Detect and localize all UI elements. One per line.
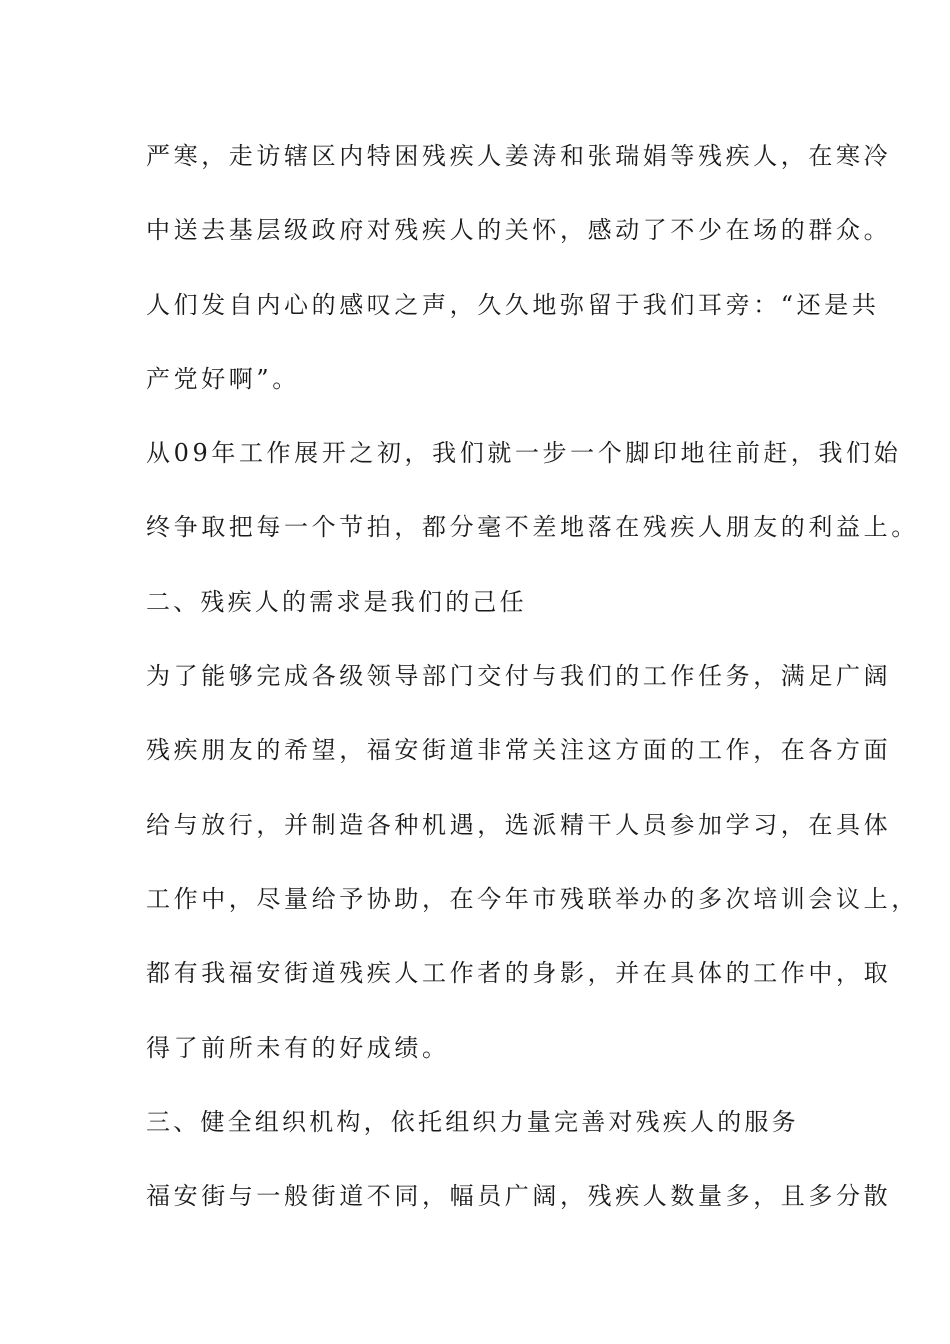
paragraph-line: 人们发自内心的感叹之声，久久地弥留于我们耳旁：“还是共	[146, 290, 880, 319]
paragraph-line: 残疾朋友的希望，福安街道非常关注这方面的工作，在各方面	[146, 736, 892, 765]
paragraph-line: 福安街与一般街道不同，幅员广阔，残疾人数量多，且多分散	[146, 1182, 892, 1211]
section-heading: 三、健全组织机构，依托组织力量完善对残疾人的服务	[146, 1107, 799, 1136]
paragraph-line: 严寒，走访辖区内特困残疾人姜涛和张瑞娟等残疾人，在寒冷	[146, 142, 892, 170]
paragraph-line: 产党好啊”。	[146, 364, 300, 393]
section-heading: 二、残疾人的需求是我们的己任	[146, 587, 527, 616]
paragraph-line: 给与放行，并制造各种机遇，选派精干人员参加学习，在具体	[146, 810, 892, 839]
paragraph-line: 为了能够完成各级领导部门交付与我们的工作任务，满足广阔	[146, 662, 892, 691]
document-body	[146, 132, 919, 1246]
paragraph-line: 得了前所未有的好成绩。	[146, 1033, 450, 1062]
paragraph-line: 中送去基层级政府对残疾人的关怀，感动了不少在场的群众。	[146, 216, 892, 245]
paragraph-line: 终争取把每一个节拍，都分毫不差地落在残疾人朋友的利益上。	[146, 513, 919, 542]
paragraph-line: 工作中，尽量给予协助，在今年市残联举办的多次培训会议上，	[146, 884, 919, 913]
paragraph-line: 从09年工作展开之初，我们就一步一个脚印地往前赶，我们始	[146, 439, 902, 468]
paragraph-line: 都有我福安街道残疾人工作者的身影，并在具体的工作中，取	[146, 959, 892, 988]
